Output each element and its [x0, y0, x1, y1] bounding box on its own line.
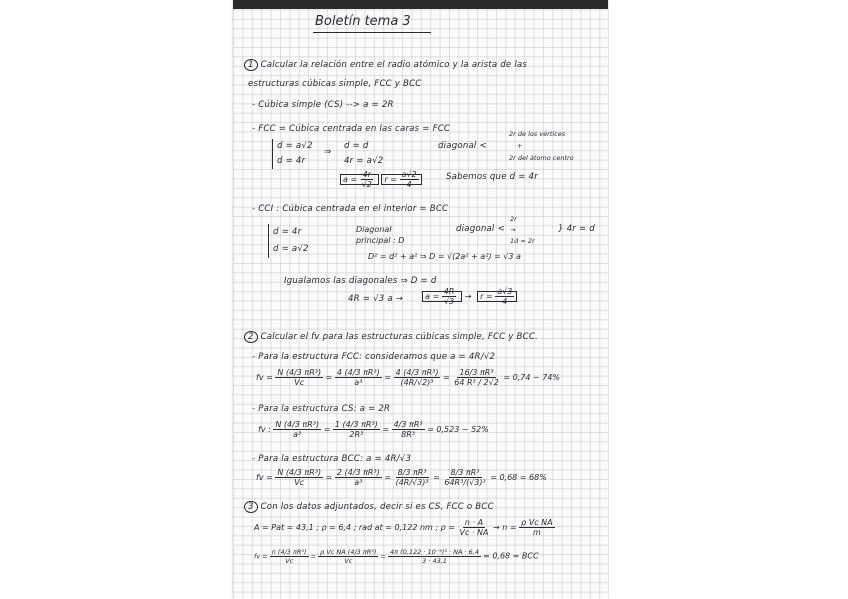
bcc-principal-diagonal: Diagonal principal : D: [356, 225, 405, 245]
ex2-bcc-formula: fv = $\frac{\text{N (4/3 πR³)}}{Vc}$ = $\frac{\text{2 (4/3 πR³)}}{\text{a³}}$ = $\frac{\text{8/3 πR³}}{\text{(4R/√3)³}}$ = $\frac{\text{8/3 πR³}}{\text{64R³/(√3)³}}$ = 0,68 = 68%: [256, 468, 547, 487]
ex2-cs-formula: fv : $\frac{\text{N (4/3 πR³)}}{\text{a³}}$ = $\frac{\text{1 (4/3 πR³)}}{\text{2R³}}$ = $\frac{\text{4/3 πR³}}{\text{8R³}}$ = 0,523 ~ 52%: [258, 420, 489, 439]
bcc-system: d = 4r d = a√2: [268, 224, 309, 258]
ex1-bcc-line: - CCI : Cúbica centrada en el interior = BCC: [252, 204, 449, 214]
fcc-diagonal-breakdown: 2r de los vértices + 2r del átomo centro: [509, 130, 574, 162]
fcc-diagonal-label: diagonal <: [438, 141, 487, 151]
fcc-mid-equations: d = d 4r = a√2: [344, 141, 384, 166]
ex1-statement-line1: 1 Calcular la relación entre el radio atómico y la arista de las: [244, 60, 527, 70]
ex3-data: A = Pat = 43,1 ; ρ = 6,4 ; rad at = 0,122 nm ; ρ = $\frac{n \cdot A}{Vc \cdot NA}$ → n = $\frac{\text{ρ Vc NA}}{m}$: [254, 518, 553, 537]
bcc-diagonal-breakdown: 2r → 1d = 2r: [510, 215, 535, 245]
ex1-cs-line: - Cúbica simple (CS) --> a = 2R: [252, 100, 394, 110]
page-title: Boletín tema 3: [315, 14, 411, 29]
ex2-bcc-intro: - Para la estructura BCC: a = 4R/√3: [252, 454, 412, 464]
bcc-boxed-results: a = $\frac{4R}{√3}$ → r = $\frac{a√3}{4}$: [422, 287, 517, 306]
ex2-fcc-intro: - Para la estructura FCC: consideramos que a = 4R/√2: [252, 352, 496, 362]
title-underline: [313, 32, 431, 33]
bcc-diagonal-label: diagonal <: [456, 224, 505, 234]
ex3-number: 3: [244, 501, 258, 513]
bcc-igualamos: Igualamos las diagonales ⇒ D = d: [284, 276, 437, 286]
ex1-fcc-line: - FCC = Cúbica centrada en las caras = FCC: [252, 124, 451, 134]
fcc-boxed-results: a = $\frac{4r}{√2}$ r = $\frac{a√2}{4}$: [340, 170, 422, 189]
ex2-number: 2: [244, 331, 258, 343]
ex3-fv-formula: fv = $\frac{\text{n (4/3 πR³)}}{Vc}$ = $\frac{\text{ρ Vc NA (4/3 πR³)}}{Vc}$ = $\frac{\text{4π (0,122 · 10⁻⁹)³ · NA · 6,4}}{3 \cdot 43,1}$ = 0,68 = BCC: [254, 548, 539, 565]
ex1-statement-line2: estructuras cúbicas simple, FCC y BCC: [248, 79, 422, 89]
ex1-number: 1: [244, 59, 258, 71]
ex3-statement: 3 Con los datos adjuntados, decir si es CS, FCC o BCC: [244, 502, 494, 512]
bcc-diagonal-result: } 4r = d: [558, 224, 595, 234]
fcc-implies-arrow: ⇒: [324, 147, 332, 157]
bcc-equation: 4R = √3 a →: [348, 294, 404, 304]
ex2-statement: 2 Calcular el fv para las estructuras cúbicas simple, FCC y BCC.: [244, 332, 538, 342]
fcc-system: d = a√2 d = 4r: [272, 139, 313, 169]
page-top-edge: [233, 0, 608, 9]
ex2-cs-intro: - Para la estructura CS: a = 2R: [252, 404, 391, 414]
bcc-pythagoras: D² = d² + a² ⇒ D = √(2a² + a²) = √3 a: [368, 252, 521, 261]
ex2-fcc-formula: fv = $\frac{\text{N (4/3 πR³)}}{Vc}$ = $\frac{\text{4 (4/3 πR³)}}{\text{a³}}$ = $\frac{\text{4 (4/3 πR³)}}{\text{(4R/√2)³}}$ = $\frac{\text{16/3 πR³}}{\text{64 R³ / 2√2}}$ = 0,74 ~ 74%: [256, 368, 560, 387]
fcc-sabemos: Sabemos que d = 4r: [446, 172, 538, 182]
